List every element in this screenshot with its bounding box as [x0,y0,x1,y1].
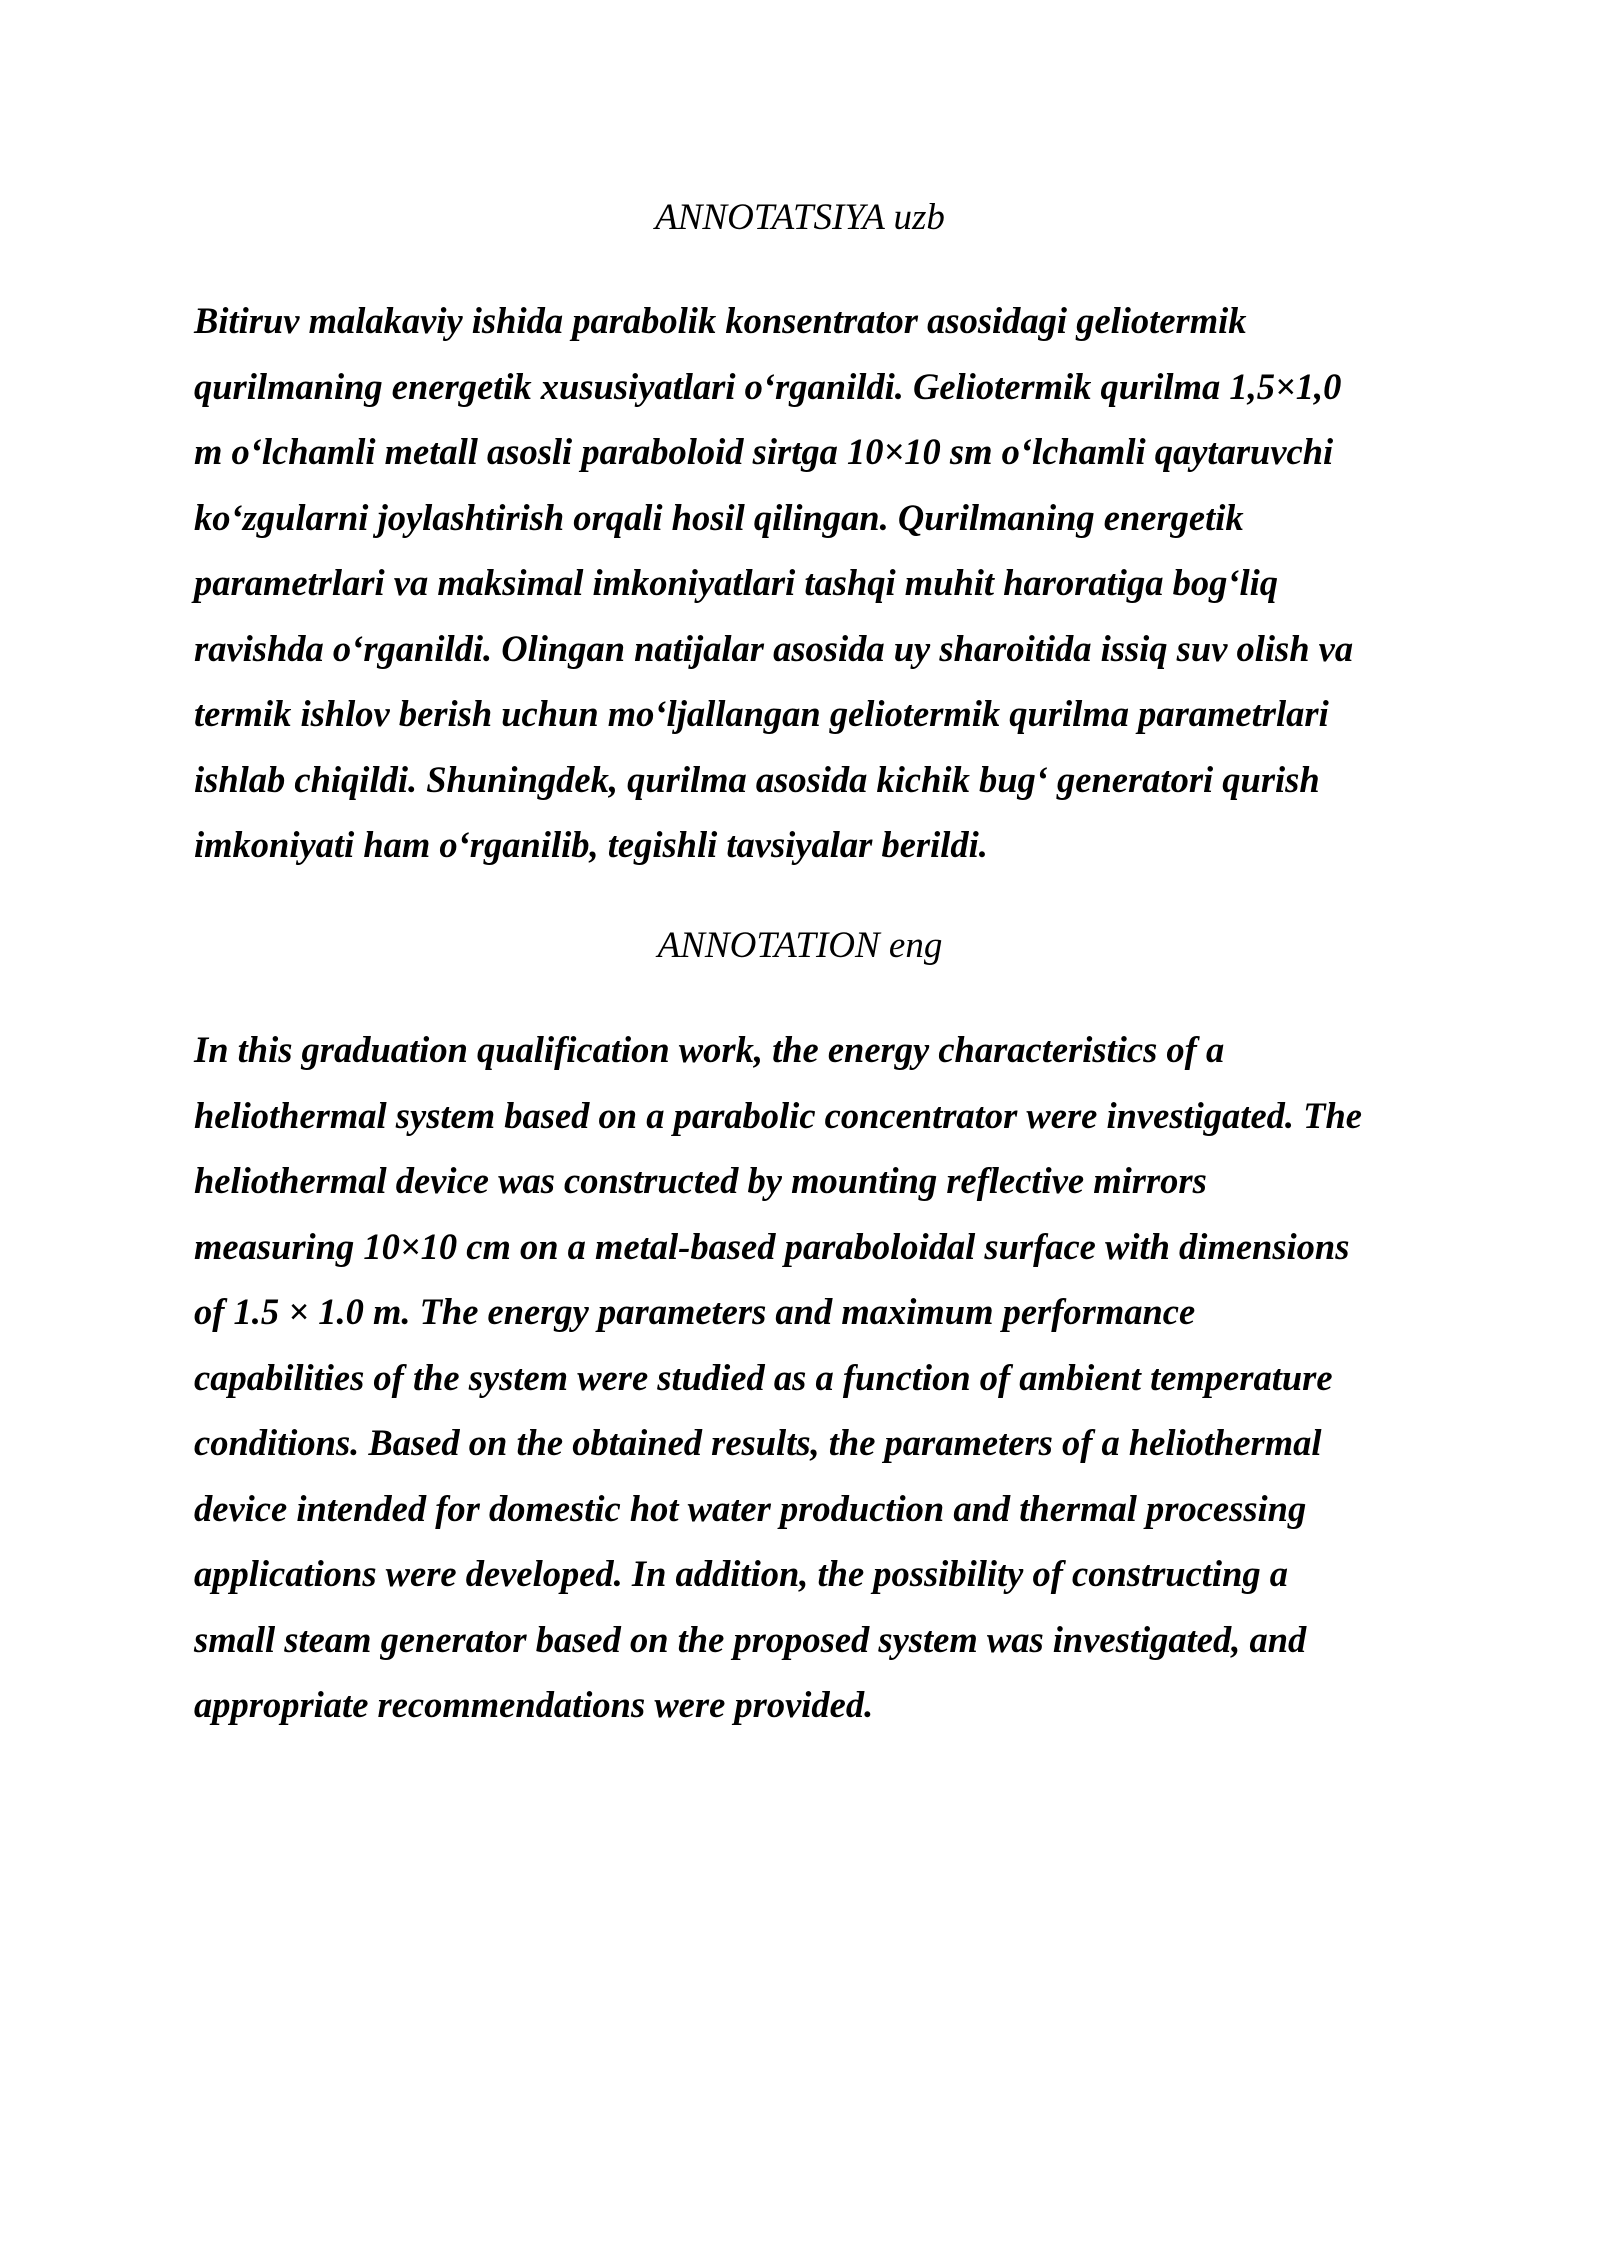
text-line: applications were developed. In addition, the possibility of constructing a [194,1553,1289,1594]
annotation-paragraph-uzbek [194,288,1353,878]
text-line: of 1.5 × 1.0 m. The energy parameters and maximum performance [194,1291,1196,1332]
text-line: parametrlari va maksimal imkoniyatlari tashqi muhit haroratiga bog‘liq [194,562,1279,603]
text-line: qurilmaning energetik xususiyatlari o‘rganildi. Geliotermik qurilma 1,5×1,0 [194,365,1342,407]
text-line: ko‘zgularni joylashtirish orqali hosil qilingan. Qurilmaning energetik [194,496,1244,538]
text-line: conditions. Based on the obtained results, the parameters of a heliothermal [194,1422,1322,1463]
text-line: heliothermal device was constructed by mounting reflective mirrors [194,1160,1207,1201]
text-line: termik ishlov berish uchun mo‘ljallangan geliotermik qurilma parametrlari [194,693,1329,734]
text-line: ishlab chiqildi. Shuningdek, qurilma asosida kichik bug‘ generatori qurish [194,758,1320,800]
annotation-heading-uzbek: ANNOTATSIYA uzb [655,197,945,238]
text-line: small steam generator based on the proposed system was investigated, and [194,1618,1307,1660]
text-line: Bitiruv malakaviy ishida parabolik konsentrator asosidagi geliotermik [194,300,1247,341]
annotation-paragraph-english [194,1017,1362,1738]
text-line: capabilities of the system were studied as a function of ambient temperature [194,1356,1333,1398]
text-line: device intended for domestic hot water production and thermal processing [194,1487,1307,1529]
text-line: measuring 10×10 cm on a metal-based paraboloidal surface with dimensions [194,1225,1350,1267]
text-line: heliothermal system based on a parabolic concentrator were investigated. The [194,1094,1362,1136]
text-line: imkoniyati ham o‘rganilib, tegishli tavsiyalar berildi. [194,824,988,865]
text-line: m o‘lchamli metall asosli paraboloid sirtga 10×10 sm o‘lchamli qaytaruvchi [194,431,1334,472]
text-line: In this graduation qualification work, the energy characteristics of a [194,1029,1225,1070]
text-line: ravishda o‘rganildi. Olingan natijalar asosida uy sharoitida issiq suv olish va [194,627,1354,669]
text-line: appropriate recommendations were provided. [194,1684,874,1725]
annotation-heading-english: ANNOTATION eng [657,925,943,966]
